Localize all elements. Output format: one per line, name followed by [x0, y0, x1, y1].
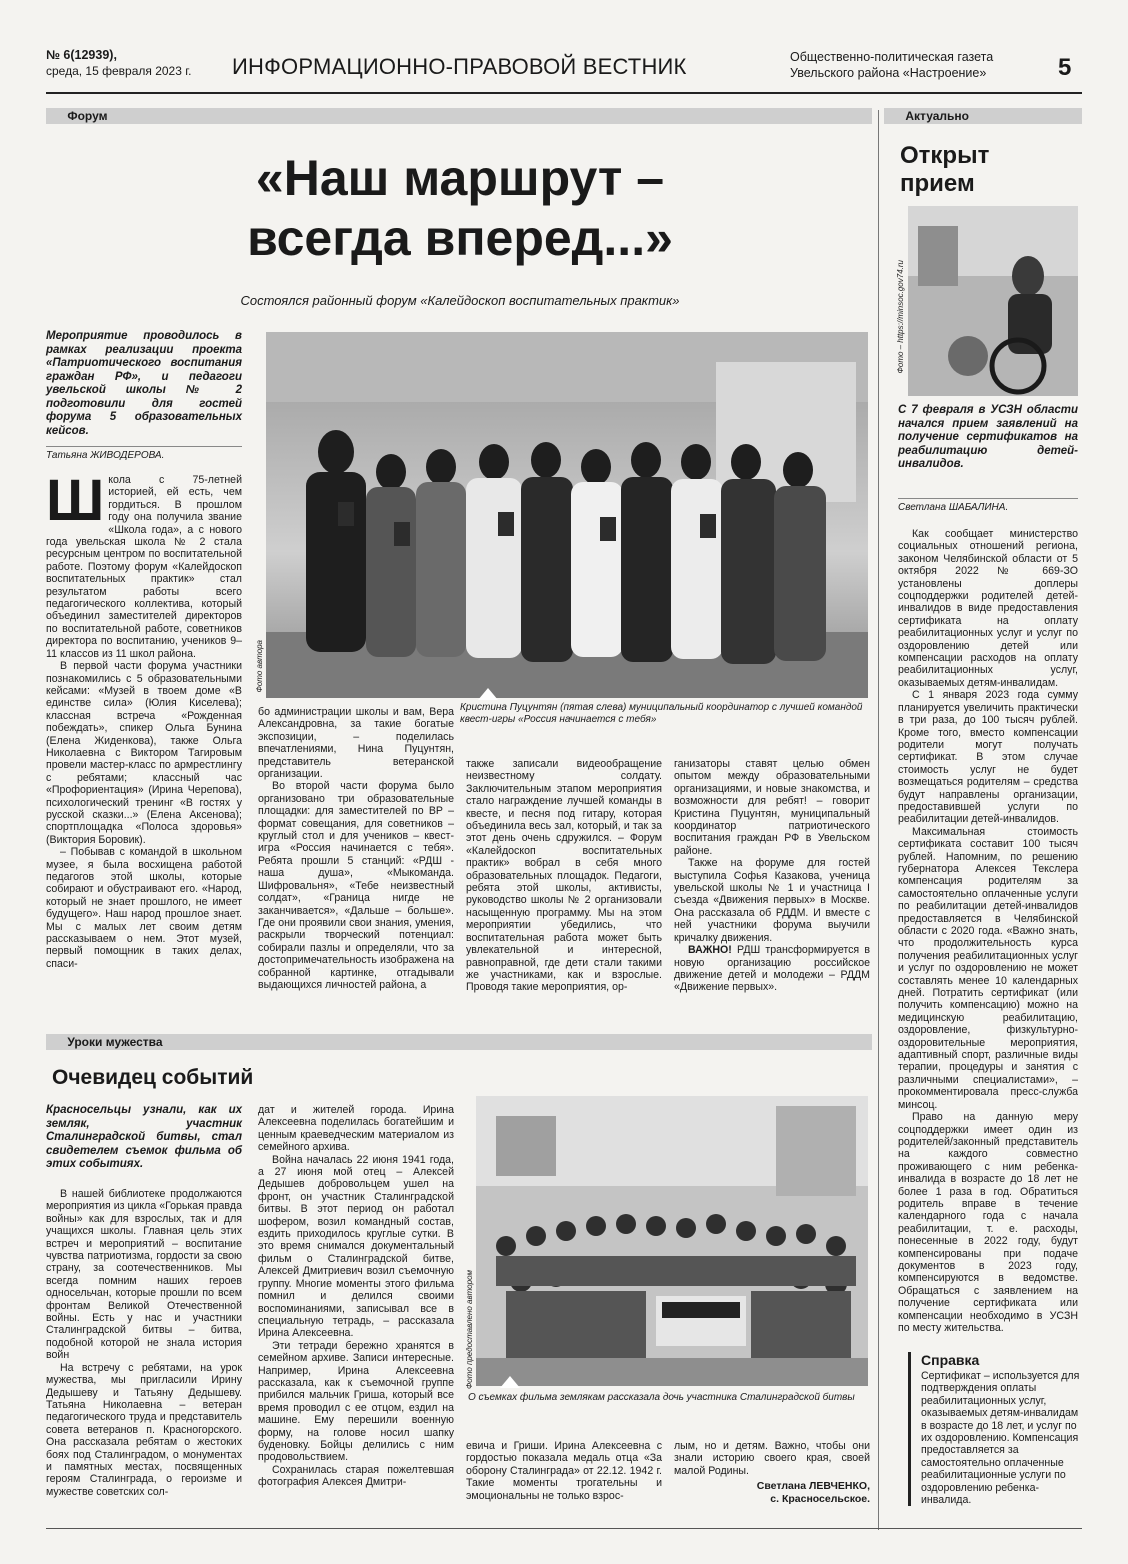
courage-col2-paragraph-3: Сохранилась старая пожелтевшая фотография Алексея Дмитри- — [258, 1463, 454, 1489]
header-rule — [46, 92, 1082, 94]
courage-column-3 — [466, 1440, 662, 1502]
info-box — [908, 1352, 1080, 1506]
forum-column-2 — [258, 706, 454, 991]
forum-caption-marker — [478, 688, 498, 700]
issue-number: № 6(12939), — [46, 48, 117, 62]
forum-col2-paragraph-1: бо администрации школы и вам, Вера Александровна, за такие богатые экспозиции, – поделилась впечатлениями, Нина Пуцунтян, представитель ветеранской организации. — [258, 706, 454, 781]
forum-headline-line-2: всегда вперед...» — [247, 210, 673, 266]
courage-column-2 — [258, 1104, 454, 1489]
forum-photo — [266, 332, 868, 698]
actual-photo — [908, 206, 1078, 396]
actual-column — [898, 528, 1078, 1334]
forum-headline — [110, 148, 810, 268]
forum-photo-caption: Кристина Пуцунтян (пятая слева) муниципальный координатор с лучшей командой квест-игры «Россия начинается с тебя» — [460, 702, 863, 725]
forum-column-3 — [466, 758, 662, 994]
forum-column-4 — [674, 758, 870, 994]
actual-section-label: Актуально — [905, 109, 969, 123]
courage-section-label: Уроки мужества — [67, 1035, 163, 1049]
actual-section-bar — [884, 108, 1082, 124]
courage-signature-place: с. Красносельское. — [770, 1493, 870, 1505]
forum-subtitle: Состоялся районный форум «Калейдоскоп воспитательных практик» — [240, 293, 680, 308]
actual-paragraph-4: Право на данную меру соцподдержки имеет один из родителей/законный представитель на каждого совместно проживающего с ним ребенка-инвалида в возрасте до 18 лет не более 1 раза в год. Обратиться родитель вправе в течение календарного года с начала реабилитации, т. е. расходы, понесенные в 2022 году, будут компенсированы при подаче документов в 2023 году, компенсируются в ведомстве. Обращаться с заявлением на получение сертификата или компенсации необходимо в УСЗН по месту жительства. — [898, 1111, 1078, 1334]
column-divider — [878, 110, 879, 1530]
footer-rule — [46, 1528, 1082, 1529]
section-title: ИНФОРМАЦИОННО-ПРАВОВОЙ ВЕСТНИК — [232, 54, 687, 79]
page-header — [46, 48, 1086, 90]
actual-author: Светлана ШАБАЛИНА. — [898, 498, 1078, 513]
forum-col4-important — [674, 944, 870, 994]
forum-col1-paragraph-2: В первой части форума участники познакомились с 5 образовательными кейсами: «Музей в твоем доме «В единстве сила» (Юлия Киселева); классная встреча «Рожденная побеждать», спикер Ольга Бунина (Елена Жиденкова), также Ольга Николаевна с Виктором Тагировым провели мастер-класс по армрестлингу с ребятами; классный час «Профориентация» (Ирина Черепова), психологический тренинг «В гостях у русской сказки...» (Елена Аксенова); спортплощадка «Полоса здоровья» (Виктория Боровик). — [46, 660, 242, 846]
actual-paragraph-2: С 1 января 2023 года сумму планируется увеличить практически в три раза, до 100 тысяч рублей. Кроме того, вместо компенсации родители могут получать сертификат. В этом случае стоимость услуг не будет возмещаться родителям – средства будут направлены организации, предоставившей услуги по реабилитации детей-инвалидов. — [898, 689, 1078, 826]
courage-col2-top: дат и жителей города. Ирина Алексеевна поделилась богатейшим и ценным краеведческим материалом из семейного архива. — [258, 1104, 454, 1154]
courage-col2-paragraph-2: Эти тетради бережно хранятся в семейном архиве. Записи интересные. Например, Ирина Алексеевна рассказала, как к съемочной группе прибился мальчик Гриша, который все время проводил с ее отцом, ездил на машине. Ему перешили военную форму, на голове носил шапку буденовку. Бойцы делились с ним продовольствием. — [258, 1339, 454, 1464]
forum-col4-paragraph-2: Также на форуме для гостей выступила Софья Казакова, ученица увельской школы № 1 и участница I съезда «Движения первых» в Москве. Она рассказала об РДДМ. И вместе с ней участники форума выучили кричалку движения. — [674, 857, 870, 944]
courage-col4-paragraph-1: лым, но и детям. Важно, чтобы они знали историю своего края, своей малой Родины. — [674, 1440, 870, 1477]
courage-col2-paragraph-1: Война началась 22 июня 1941 года, а 27 июня мой отец – Алексей Дедышев добровольцем ушел на фронт, он участник Сталинградской битвы. В этот период он работал шофером, возил командный состав, ездить приходилось круглые сутки. В это время снимался документальный фильм о Сталинградской битве, Алексей Дмитриевич возил съемочную группу. Многие моменты этого фильма помнил и делился своими воспоминаниями, записывал все в специальную тетрадь, – рассказала Ирина Алексеевна. — [258, 1153, 454, 1340]
info-box-text: Сертификат – используется для подтверждения оплаты реабилитационных услуг, оказываемых детям-инвалидам в возрасте до 18 лет, и услуг по их оздоровлению. Компенсация предоставляется за самостоятельно оплаченные реабилитационные услуги по оздоровлению ребенка-инвалида. — [921, 1370, 1080, 1507]
courage-photo — [476, 1096, 868, 1386]
actual-paragraph-1: Как сообщает министерство социальных отношений региона, законом Челябинской области от 5 октября 2022 № 669-ЗО установлены доплеры соцподдержки родителей детей-инвалидов в виде предоставления сертификата на оплату реабилитационных услуг и услуг по оздоровлению детей или компенсации расходов на оплату реабилитационных услуг, оказываемых детям-инвалидам. — [898, 528, 1078, 689]
courage-col1-paragraph-2: На встречу с ребятами, на урок мужества, мы пригласили Ирину Дедышеву и Татьяну Дедышеву. Татьяна Николаевна – ветеран педагогического труда и представитель совета ветеранов п. Красногорского. Она рассказала ребятам о жестоких боях под Сталинградом, о монументах и памятных местах, посвященных героям Сталинграда, о героизме и мужестве советских сол- — [46, 1361, 242, 1498]
forum-dropcap: Ш — [46, 468, 105, 533]
paper-name-line-2: Увельского района «Настроение» — [790, 66, 987, 80]
courage-headline: Очевидец событий — [52, 1066, 254, 1089]
forum-author: Татьяна ЖИВОДЕРОВА. — [46, 446, 242, 461]
forum-col3-paragraph-1: также записали видеообращение неизвестному солдату. Заключительным этапом мероприятия стало награждение лучшей команды в квесте, и песня под гитару, которая объединила весь зал, который, и так за этот день очень сдружился. – Форум «Калейдоскоп воспитательных практик» вобрал в себя много образовательных площадок. Педагоги, ребята этой школы, активисты, руководство школы № 2 организовали насыщенную программу. Мы на этом мероприятии убедились, что воспитательная работа может быть увлекательной и интересной, равноправной, где дети стали такими же участниками, как и взрослые. Проводя такие мероприятия, ор- — [466, 758, 662, 994]
forum-headline-line-1: «Наш маршрут – — [255, 150, 665, 206]
courage-column-4 — [674, 1440, 870, 1477]
actual-paragraph-3: Максимальная стоимость сертификата составит 100 тысяч рублей. Напомним, по решению губернатора Алексея Текслера компенсация родителям за самостоятельно оплаченные услуги по реабилитации детей-инвалидов предоставляется в Челябинской области с 2020 года. «Важно знать, что продолжительность курса получения реабилитационных услуг и услуг по оздоровлению не может составлять менее 10 календарных дней. Потратить сертификат (или получить компенсацию) можно на медицинскую реабилитацию, оздоровление, физкультурно-оздоровительные мероприятия, адаптивный спорт, различные виды терапии, процедуры и занятия с различными специалистами», – прокомментировала пресс-служба минсоц. — [898, 825, 1078, 1111]
page-number: 5 — [1058, 54, 1072, 81]
forum-section-bar — [46, 108, 872, 124]
actual-lead: С 7 февраля в УСЗН области начался прием заявлений на получение сертификатов на реабилитацию детей-инвалидов. — [898, 404, 1078, 470]
courage-column-1 — [46, 1188, 242, 1498]
courage-lead: Красносельцы узнали, как их земляк, участник Сталинградской битвы, стал свидетелем съемок фильма об этих событиях. — [46, 1104, 242, 1170]
forum-lead: Мероприятие проводилось в рамках реализации проекта «Патриотического воспитания граждан РФ», и педагоги увельской школы № 2 подготовили для гостей форума 5 образовательных кейсов. — [46, 330, 242, 437]
forum-col1-paragraph-3: – Побывав с командой в школьном музее, я была восхищена работой педагогов этой школы, которые собирают и обустраивают его. «Народ, который не знает прошлого, не имеет будущего». Наш народ прошлое знает. Мы с малых лет своим детям рассказываем о нем. Этот музей, первый помощник в таких делах, спаси- — [46, 846, 242, 970]
forum-col1-paragraph-1: кола с 75-летней историей, ей есть, чем гордиться. В прошлом году она получила звание «Школа года», а с нового года увельская школа № 2 стала ресурсным центром по воспитательной работе. Поэтому форум «Калейдоскоп воспитательных практик» стал результатом работы всего педагогического коллектива, который объединил заместителей директоров по воспитательной работе, советников директора по воспитанию, учеников 9–11 классов из 11 школ района. — [46, 474, 242, 660]
forum-important-label: ВАЖНО! — [688, 944, 732, 957]
forum-col4-paragraph-1: ганизаторы ставят целью обмен опытом между образовательными организациями, и новые знакомства, и возможности для ребят! – говорит Кристина Пуцунтян, муниципальный координатор патриотического воспитания граждан РФ в Увельском районе. — [674, 758, 870, 857]
issue-date: среда, 15 февраля 2023 г. — [46, 64, 192, 78]
forum-col2-paragraph-2: Во второй части форума было организовано три образовательные площадки: для заместителей по ВР – формат совещания, для советников – круглый стол и для учеников – квест-игра «Россия начинается с тебя». Ребята прошли 5 станций: «РДШ - наша душа», «Мыкоманда. Шифровальня», «Тебе неизвестный солдат», «Граница нигде не заканчивается», «Дальше – больше». Где они проявили свои знания, умения, раскрыли творческий потенциал: собирали пазлы и определяли, что за достопримечательность изображена на собранной картинке, отгадывали выдающихся личностей района, а — [258, 780, 454, 991]
courage-photo-image — [476, 1096, 868, 1386]
courage-section-bar — [46, 1034, 872, 1050]
courage-photo-credit: Фото предоставлено автором — [465, 1270, 474, 1390]
courage-signature-name: Светлана ЛЕВЧЕНКО, — [756, 1480, 870, 1492]
actual-photo-image — [908, 206, 1078, 396]
actual-headline-line-2: прием — [900, 170, 975, 197]
courage-col1-paragraph-1: В нашей библиотеке продолжаются мероприятия из цикла «Горькая правда войны» как для взрослых, так и для учащихся школы. Главная цель этих встреч и мероприятий – воспитание чувства патриотизма, гордости за свою страну, за соотечественников. Мы всегда помним наших героев односельчан, которые прошли по всем фронтам Великой Отечественной войны. Есть у нас и участники Сталинградской битвы – битва, подобной которой не знала история войн — [46, 1188, 242, 1362]
forum-photo-image — [266, 332, 868, 698]
forum-important-text: РДШ трансформируется в новую организацию российское движение детей и молодежи – РДДМ «Движение первых». — [674, 944, 870, 994]
forum-column-1 — [46, 468, 242, 970]
actual-headline — [900, 142, 989, 198]
courage-caption-marker — [500, 1376, 520, 1388]
courage-col3-paragraph-1: евича и Гриши. Ирина Алексеевна с гордостью показала медаль отца «За оборону Сталинграда» от 22.12. 1942 г. Такие моменты трогательны и эмоциональны не только взрос- — [466, 1440, 662, 1502]
paper-name-line-1: Общественно-политическая газета — [790, 50, 994, 64]
forum-photo-credit: Фото автора — [255, 640, 264, 693]
actual-photo-credit: Фото – https://minsoc.gov74.ru — [896, 260, 905, 374]
info-box-title: Справка — [921, 1352, 980, 1368]
courage-signature — [674, 1480, 870, 1506]
forum-section-label: Форум — [67, 109, 108, 123]
courage-photo-caption: О съемках фильма землякам рассказала дочь участника Сталинградской битвы — [468, 1392, 855, 1403]
actual-headline-line-1: Открыт — [900, 142, 990, 169]
